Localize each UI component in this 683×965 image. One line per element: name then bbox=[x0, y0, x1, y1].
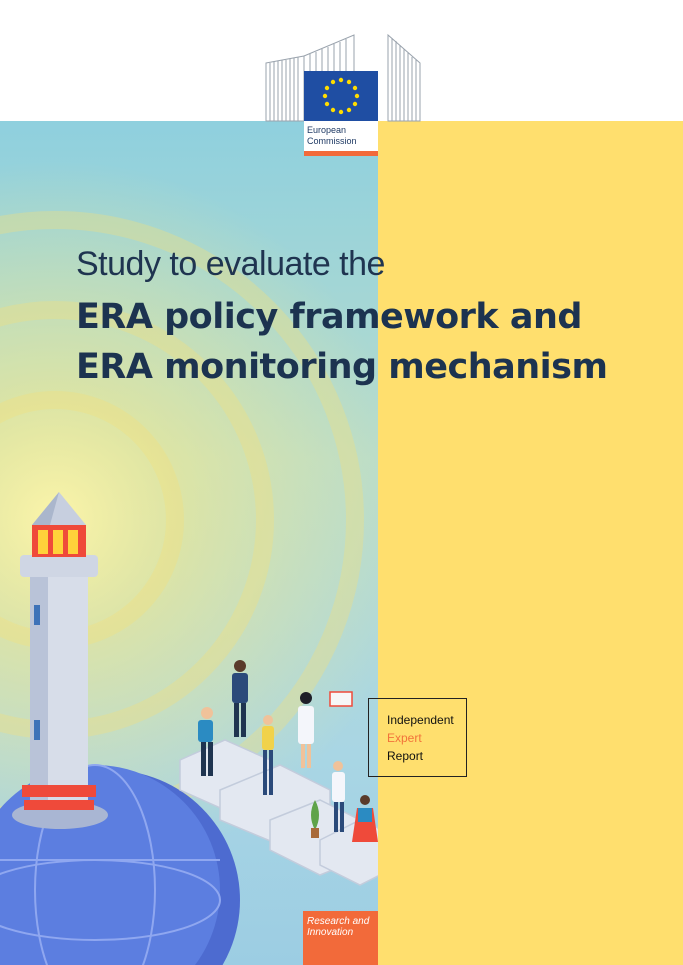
series-line-2: Innovation bbox=[307, 927, 354, 938]
title-line-1: ERA policy framework and bbox=[76, 297, 582, 337]
report-type-line-2: Expert bbox=[387, 731, 422, 745]
eu-flag-icon bbox=[304, 71, 378, 121]
title-line-2: ERA monitoring mechanism bbox=[76, 347, 608, 387]
series-line-1: Research and bbox=[307, 916, 370, 927]
document-title bbox=[76, 292, 607, 392]
report-type-box bbox=[368, 698, 467, 777]
title-prefix: Study to evaluate the bbox=[76, 245, 385, 283]
research-innovation-tag bbox=[303, 911, 378, 965]
logo-line-1: European bbox=[307, 125, 347, 135]
report-type-line-3: Report bbox=[387, 749, 424, 763]
logo-accent-bar bbox=[304, 151, 378, 156]
report-type-line-1: Independent bbox=[387, 713, 454, 727]
logo-line-2: Commission bbox=[307, 136, 357, 146]
